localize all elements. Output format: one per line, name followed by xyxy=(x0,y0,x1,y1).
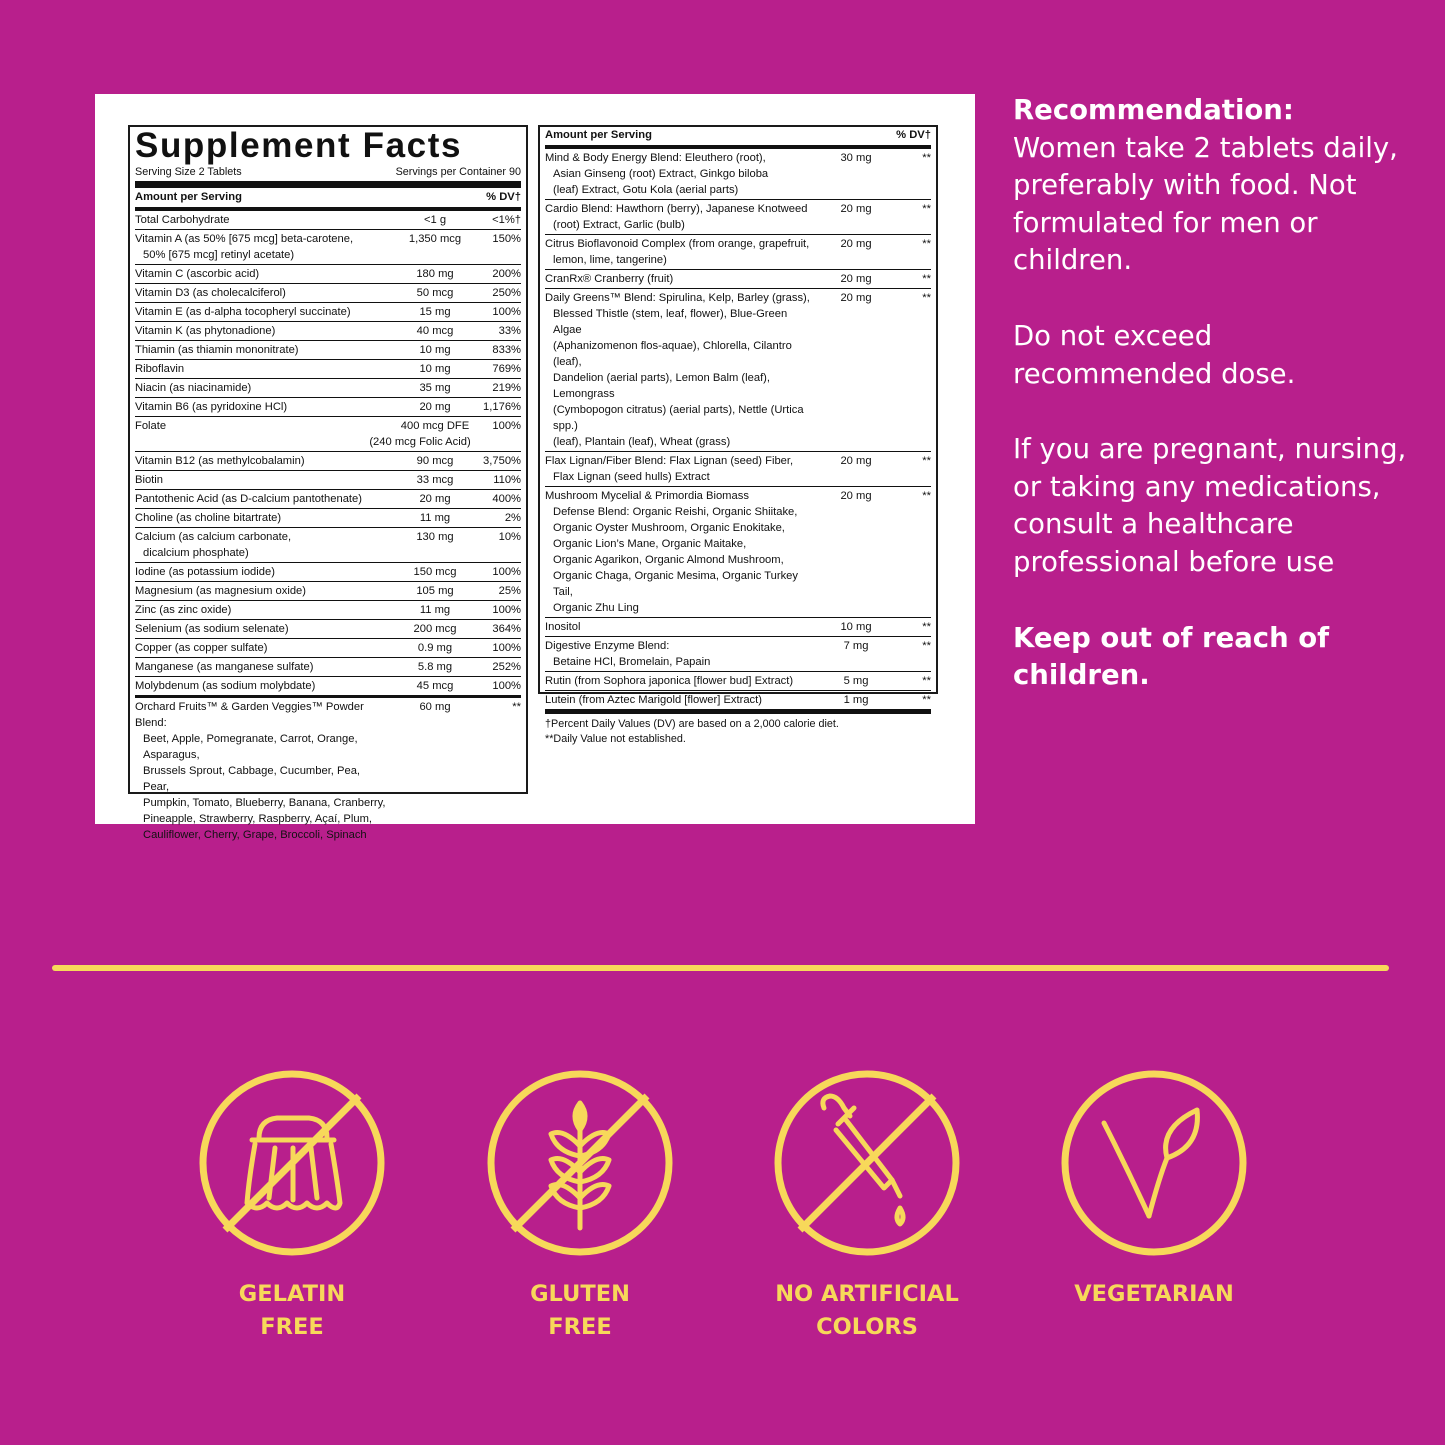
table-row: Vitamin B6 (as pyridoxine HCl) 20 mg 1,176% xyxy=(135,398,521,417)
table-row: Biotin 33 mcg 110% xyxy=(135,471,521,490)
table-row: Riboflavin 10 mg 769% xyxy=(135,360,521,379)
table-row: Zinc (as zinc oxide) 11 mg 100% xyxy=(135,601,521,620)
gelatin-free-label: GELATIN FREE xyxy=(238,1281,346,1340)
table-row: Calcium (as calcium carbonate, dicalcium phosphate) 130 mg 10% xyxy=(135,528,521,563)
footnote-not-established: **Daily Value not established. xyxy=(545,733,686,745)
divider-line xyxy=(52,965,1389,971)
table-row: Vitamin C (ascorbic acid) 180 mg 200% xyxy=(135,265,521,284)
dose-warning: Do not exceed recommended dose. xyxy=(1013,319,1296,390)
table-row: Total Carbohydrate <1 g <1%† xyxy=(135,211,521,230)
facts-footnote xyxy=(545,709,931,747)
leaf-icon xyxy=(1059,1068,1249,1258)
facts-header-right xyxy=(545,127,931,149)
vegetarian-label: VEGETARIAN xyxy=(1074,1281,1234,1307)
table-row: Rutin (from Sophora japonica [flower bud] Extract) 5 mg ** xyxy=(545,672,931,691)
amount-header: Amount per Serving xyxy=(135,191,242,203)
table-row: Vitamin B12 (as methylcobalamin) 90 mcg 3,750% xyxy=(135,452,521,471)
table-row: Pantothenic Acid (as D-calcium pantothenate) 20 mg 400% xyxy=(135,490,521,509)
gelatin-mold-icon xyxy=(197,1068,387,1258)
table-row: Vitamin E (as d-alpha tocopheryl succinate) 15 mg 100% xyxy=(135,303,521,322)
serving-size: Serving Size 2 Tablets xyxy=(135,166,242,178)
table-row: Vitamin A (as 50% [675 mcg] beta-carotene, 50% [675 mcg] retinyl acetate) 1,350 mcg 150% xyxy=(135,230,521,265)
table-row: Citrus Bioflavonoid Complex (from orange, grapefruit, lemon, lime, tangerine) 20 mg ** xyxy=(545,235,931,270)
table-row: Digestive Enzyme Blend: Betaine HCl, Bromelain, Papain 7 mg ** xyxy=(545,637,931,672)
facts-rows-left xyxy=(135,211,521,695)
pregnancy-warning: If you are pregnant, nursing, or taking any medications, consult a healthcare professional before use xyxy=(1013,433,1407,578)
blend-name: Orchard Fruits™ & Garden Veggies™ Powder Blend: Beet, Apple, Pomegranate, Carrot, Orange, Asparagus, Brussels Sprout, Cabbage, Cucumber, Pea, Pear, Pumpkin, Tomato, Blueberry, Banana, Cranberry, Pineapple, Strawberry, Raspberry, Açaí, Plum, Cauliflower, Cherry, Grape, Broccoli, Spinach xyxy=(135,701,386,841)
gluten-free-label: GLUTEN FREE xyxy=(530,1281,630,1340)
table-row: Iodine (as potassium iodide) 150 mcg 100% xyxy=(135,563,521,582)
keep-out-warning: Keep out of reach of children. xyxy=(1013,621,1330,692)
dropper-icon xyxy=(772,1068,962,1258)
recommendation-block xyxy=(1013,92,1413,733)
servings-per-container: Servings per Container 90 xyxy=(395,166,521,178)
table-row: Vitamin K (as phytonadione) 40 mcg 33% xyxy=(135,322,521,341)
table-row: Cardio Blend: Hawthorn (berry), Japanese Knotweed (root) Extract, Garlic (bulb) 20 mg ** xyxy=(545,200,931,235)
supplement-facts-right xyxy=(538,125,938,745)
blend-row xyxy=(135,695,521,844)
footnote-dv: †Percent Daily Values (DV) are based on a 2,000 calorie diet. xyxy=(545,718,839,730)
facts-rows-right xyxy=(545,149,931,709)
table-row: Mushroom Mycelial & Primordia Biomass Defense Blend: Organic Reishi, Organic Shiitake, Organic Oyster Mushroom, Organic Enokitake, Organic Lion’s Mane, Organic Maitake, Organic Agarikon, Organic Almond Mushroom, Organic Chaga, Organic Mesima, Organic Turkey Tail, Organic Zhu Ling 20 mg ** xyxy=(545,487,931,618)
blend-dv: ** xyxy=(512,701,521,713)
table-row: Mind & Body Energy Blend: Eleuthero (root), Asian Ginseng (root) Extract, Ginkgo biloba (leaf) Extract, Gotu Kola (aerial parts) 30 mg ** xyxy=(545,149,931,200)
table-row: Vitamin D3 (as cholecalciferol) 50 mcg 250% xyxy=(135,284,521,303)
amount-header-right: Amount per Serving xyxy=(545,129,652,141)
table-row: Thiamin (as thiamin mononitrate) 10 mg 833% xyxy=(135,341,521,360)
no-artificial-colors-badge xyxy=(772,1068,962,1258)
table-row: Inositol 10 mg ** xyxy=(545,618,931,637)
table-row: Flax Lignan/Fiber Blend: Flax Lignan (seed) Fiber, Flax Lignan (seed hulls) Extract 20 mg ** xyxy=(545,452,931,487)
recommendation-heading: Recommendation: xyxy=(1013,94,1294,126)
table-row: Daily Greens™ Blend: Spirulina, Kelp, Barley (grass), Blessed Thistle (stem, leaf, flower), Blue-Green Algae (Aphanizomenon flos-aquae), Chlorella, Cilantro (leaf), Dandelion (aerial parts), Lemon Balm (leaf), Lemongrass (Cymbopogon citratus) (aerial parts), Nettle (Urtica spp.) (leaf), Plantain (leaf), Wheat (grass) 20 mg ** xyxy=(545,289,931,452)
dv-header-right: % DV† xyxy=(896,129,931,141)
table-row: Copper (as copper sulfate) 0.9 mg 100% xyxy=(135,639,521,658)
table-row: Molybdenum (as sodium molybdate) 45 mcg 100% xyxy=(135,680,521,692)
gelatin-free-badge xyxy=(197,1068,387,1258)
table-row: Folate 400 mcg DFE (240 mcg Folic Acid) 100% xyxy=(135,417,521,452)
facts-title: Supplement Facts xyxy=(135,126,463,165)
table-row: Lutein (from Aztec Marigold [flower] Extract) 1 mg ** xyxy=(545,694,931,706)
table-row: CranRx® Cranberry (fruit) 20 mg ** xyxy=(545,270,931,289)
wheat-icon xyxy=(485,1068,675,1258)
serving-info xyxy=(135,165,521,188)
supplement-facts-left xyxy=(128,125,528,841)
table-row: Niacin (as niacinamide) 35 mg 219% xyxy=(135,379,521,398)
gluten-free-badge xyxy=(485,1068,675,1258)
table-row: Manganese (as manganese sulfate) 5.8 mg 252% xyxy=(135,658,521,677)
vegetarian-badge xyxy=(1059,1068,1249,1258)
table-row: Choline (as choline bitartrate) 11 mg 2% xyxy=(135,509,521,528)
table-row: Magnesium (as magnesium oxide) 105 mg 25% xyxy=(135,582,521,601)
facts-header xyxy=(135,188,521,211)
dv-header: % DV† xyxy=(486,191,521,203)
recommendation-text: Recommendation: Women take 2 tablets daily, preferably with food. Not formulated for men or children. xyxy=(1013,94,1398,277)
blend-amount: 60 mg xyxy=(419,701,451,713)
no-artificial-colors-label: NO ARTIFICIAL COLORS xyxy=(775,1281,959,1340)
table-row: Selenium (as sodium selenate) 200 mcg 364% xyxy=(135,620,521,639)
